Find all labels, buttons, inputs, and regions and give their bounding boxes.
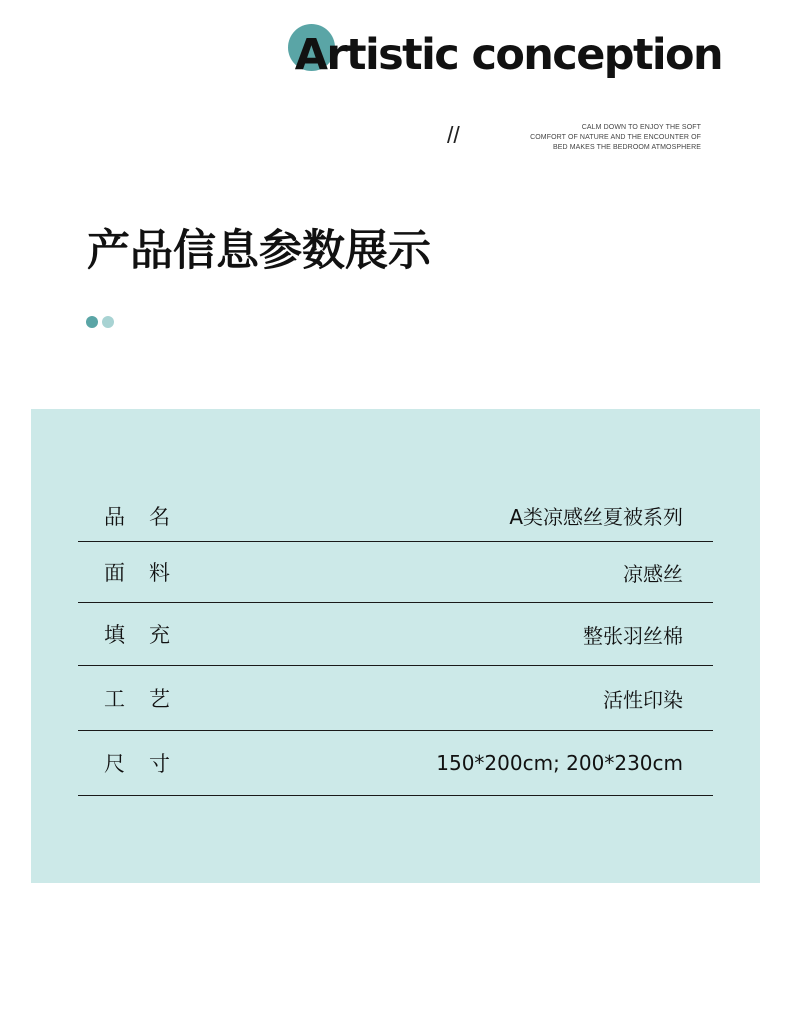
tagline-line: BED MAKES THE BEDROOM ATMOSPHERE xyxy=(552,144,701,151)
teal-dot xyxy=(86,316,98,328)
spec-value: A类凉感丝夏被系列 xyxy=(509,505,683,529)
section-title: 产品信息参数展示 xyxy=(87,226,431,276)
spec-label: 填充 xyxy=(104,623,194,647)
spec-row-name xyxy=(78,490,713,542)
tagline-line: COMFORT OF NATURE AND THE ENCOUNTER OF xyxy=(530,134,701,141)
spec-label: 尺寸 xyxy=(104,752,194,776)
spec-label: 工艺 xyxy=(104,687,194,711)
hero-title: Artistic conception xyxy=(294,30,722,80)
spec-row-size xyxy=(78,731,713,796)
tagline-line: CALM DOWN TO ENJOY THE SOFT xyxy=(581,124,701,131)
spec-value: 150*200cm; 200*230cm xyxy=(436,751,683,775)
spec-label: 品名 xyxy=(104,504,194,529)
tagline xyxy=(530,123,701,153)
spec-row-fabric xyxy=(78,542,713,603)
spec-row-craft xyxy=(78,666,713,731)
spec-value: 活性印染 xyxy=(603,687,683,712)
spec-value: 凉感丝 xyxy=(623,561,683,586)
spec-row-filling xyxy=(78,603,713,666)
light-teal-dot xyxy=(102,316,114,328)
slash-mark: // xyxy=(447,122,460,148)
spec-value: 整张羽丝棉 xyxy=(583,623,683,648)
spec-label: 面料 xyxy=(104,561,194,585)
spec-table xyxy=(78,490,713,796)
